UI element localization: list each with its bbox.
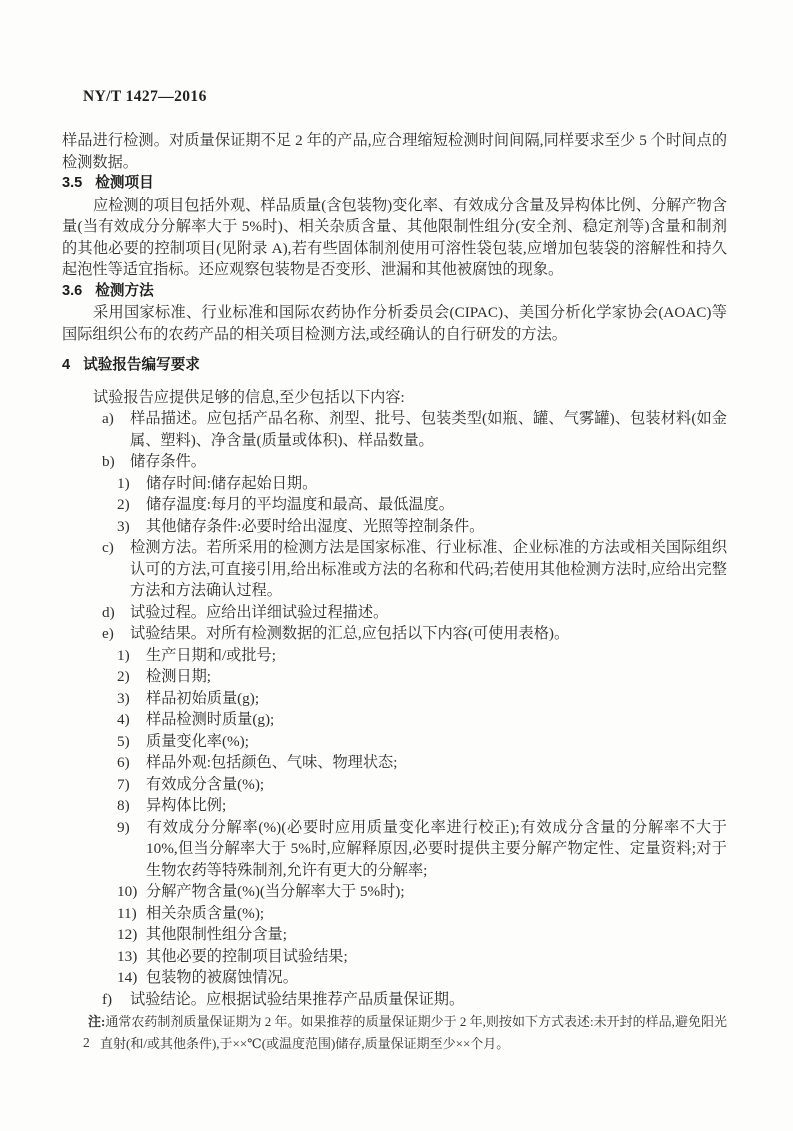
sub-item-text: 异构体比例; (146, 797, 227, 814)
sub-item-text: 其他限制性组分含量; (146, 926, 287, 943)
sub-item-text: 有效成分含量(%); (146, 775, 265, 793)
sub-item-text: 其他必要的控制项目试验结果; (146, 947, 348, 965)
sub-item-text: 质量变化率(%); (146, 732, 249, 750)
list-item-f (62, 989, 727, 1011)
list-item-e-label: e) (102, 625, 114, 642)
sub-item-label: 1) (117, 474, 130, 492)
list-item-a-text: 样品描述。应包括产品名称、剂型、批号、包装类型(如瓶、罐、气雾罐)、包装材料(如金属、塑料)、净含量(质量或体积)、样品数量。 (130, 410, 727, 449)
sub-item-label: 6) (117, 754, 130, 771)
list-item-b-sub-2 (62, 494, 727, 516)
list-item-e-text: 试验结果。对所有检测数据的汇总,应包括以下内容(可使用表格)。 (130, 625, 570, 642)
sub-item-text: 样品检测时质量(g); (146, 711, 275, 728)
sub-item-label: 12) (117, 926, 138, 943)
list-item-d-label: d) (102, 603, 115, 621)
sub-item-text: 有效成分分解率(%)(必要时应用质量变化率进行校正);有效成分含量的分解率不大于 10%,但当分解率大于 5%时,应解释原因,必要时提供主要分解产物定性、定量资料;对于生物农药等特殊制剂,允许有更大的分解率; (146, 818, 727, 879)
list-item-e-sub-9 (62, 817, 727, 882)
note-text: 通常农药制剂质量保证期为 2 年。如果推荐的质量保证期少于 2 年,则按如下方式表述:未开封的样品,避免阳光直射(和/或其他条件),于××℃(或温度范围)储存,质量保证期至少××个月。 (100, 1014, 727, 1051)
sub-item-label: 2) (117, 496, 130, 513)
list-item-e-sub-11 (62, 903, 727, 925)
list-item-e-sub-1 (62, 645, 727, 667)
list-item-a (62, 408, 727, 451)
sub-item-label: 10) (117, 883, 138, 900)
list-item-b-text: 储存条件。 (130, 453, 206, 470)
list-item-e-sub-2 (62, 666, 727, 688)
section-3-6-number: 3.6 (62, 282, 83, 299)
sub-item-text: 包装物的被腐蚀情况。 (146, 969, 298, 986)
list-item-c-text: 检测方法。若所采用的检测方法是国家标准、行业标准、企业标准的方法或相关国际组织认可的方法,可直接引用,给出标准或方法的名称和代码;若使用其他检测方法时,应给出完整方法和方法确认过程。 (130, 539, 727, 599)
page-number: 2 (83, 1035, 90, 1050)
sub-item-label: 14) (117, 969, 138, 986)
list-item-e-sub-6 (62, 752, 727, 774)
section-4-intro: 试验报告应提供足够的信息,至少包括以下内容: (93, 388, 405, 406)
sub-item-label: 5) (117, 732, 130, 750)
sub-item-label: 4) (117, 711, 130, 728)
list-item-e-sub-8 (62, 795, 727, 817)
sub-item-text: 分解产物含量(%)(当分解率大于 5%时); (146, 883, 405, 900)
sub-item-label: 1) (117, 646, 130, 664)
list-item-c (62, 537, 727, 602)
sub-item-label: 2) (117, 668, 130, 685)
list-item-d-text: 试验过程。应给出详细试验过程描述。 (130, 603, 389, 621)
sub-item-label: 13) (117, 947, 138, 965)
section-4-heading (62, 355, 727, 377)
sub-item-text: 样品外观:包括颜色、气味、物理状态; (146, 754, 398, 771)
sub-item-text: 储存时间:储存起始日期。 (146, 474, 318, 492)
sub-item-label: 7) (117, 775, 130, 793)
list-item-e-sub-3 (62, 688, 727, 710)
standard-number: NY/T 1427—2016 (83, 88, 207, 105)
list-item-e (62, 623, 727, 645)
list-item-e-sub-7 (62, 774, 727, 796)
sub-item-text: 检测日期; (146, 668, 211, 685)
list-item-b-sub-1 (62, 473, 727, 495)
list-item-e-sub-10 (62, 881, 727, 903)
sub-item-text: 样品初始质量(g); (146, 689, 260, 707)
list-item-f-label: f) (102, 990, 113, 1008)
section-3-6-heading (62, 281, 727, 303)
list-item-a-label: a) (102, 410, 114, 427)
section-3-5-paragraph: 应检测的项目包括外观、样品质量(含包装物)变化率、有效成分含量及异构体比例、分解产物含量(当有效成分分解率大于 5%时)、相关杂质含量、其他限制性组分(安全剂、稳定剂等)含量和制剂的其他必要的控制项目(见附录 A),若有些固体制剂使用可溶性袋包装,应增加包装袋的溶解性和持久起泡性等适宜指标。还应观察包装物是否变形、泄漏和其他被腐蚀的现象。 (62, 196, 727, 278)
list-item-e-sub-4 (62, 709, 727, 731)
section-3-6-paragraph: 采用国家标准、行业标准和国际农药协作分析委员会(CIPAC)、美国分析化学家协会(AOAC)等国际组织公布的农药产品的相关项目检测方法,或经确认的自行研发的方法。 (62, 304, 727, 343)
continuation-paragraph: 样品进行检测。对质量保证期不足 2 年的产品,应合理缩短检测时间间隔,同样要求至少 5 个时间点的检测数据。 (62, 132, 727, 171)
section-3-5-title: 检测项目 (95, 175, 154, 191)
list-item-d (62, 602, 727, 624)
list-item-e-sub-13 (62, 946, 727, 968)
list-item-b (62, 451, 727, 473)
sub-item-label: 8) (117, 797, 130, 814)
list-item-e-sub-12 (62, 924, 727, 946)
sub-item-text: 生产日期和/或批号; (146, 646, 276, 664)
list-item-e-sub-5 (62, 731, 727, 753)
section-3-6-title: 检测方法 (95, 282, 154, 299)
list-item-c-label: c) (102, 539, 114, 556)
section-3-5-heading (62, 173, 727, 195)
sub-item-text: 其他储存条件:必要时给出湿度、光照等控制条件。 (146, 517, 485, 535)
sub-item-text: 相关杂质含量(%); (146, 904, 265, 922)
list-item-b-sub-3 (62, 516, 727, 538)
list-item-b-label: b) (102, 453, 115, 470)
sub-item-label: 9) (117, 818, 130, 836)
sub-item-label: 3) (117, 517, 130, 535)
section-4-number: 4 (62, 357, 71, 373)
list-item-e-sub-14 (62, 967, 727, 989)
list-item-f-text: 试验结论。应根据试验结果推荐产品质量保证期。 (130, 990, 465, 1008)
note-label: 注: (88, 1014, 106, 1029)
sub-item-label: 3) (117, 689, 130, 707)
section-3-5-number: 3.5 (62, 175, 83, 191)
sub-item-text: 储存温度:每月的平均温度和最高、最低温度。 (146, 496, 454, 513)
page-content (62, 88, 727, 1055)
section-4-title: 试验报告编写要求 (83, 357, 200, 373)
sub-item-label: 11) (117, 904, 137, 922)
note (62, 1011, 727, 1055)
